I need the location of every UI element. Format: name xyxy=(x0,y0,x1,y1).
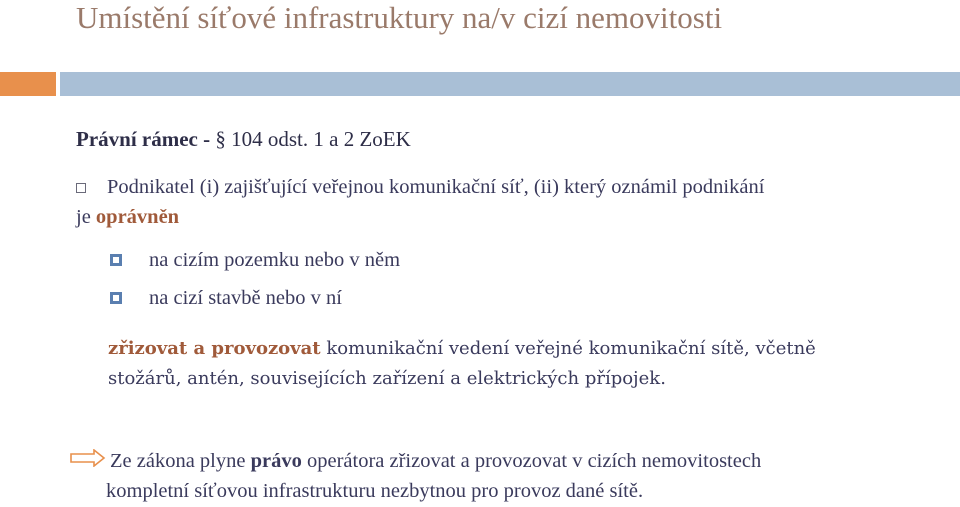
sub-bullet-icon xyxy=(110,254,122,266)
right-text: právo xyxy=(250,450,302,472)
paragraph-build-operate xyxy=(108,334,948,394)
paragraph-entrepreneur-line1: Podnikatel (i) zajišťující veřejnou komunikační síť, (ii) který oznámil podnikání xyxy=(107,176,765,198)
paragraph-entrepreneur-line2 xyxy=(76,202,179,232)
legal-reference: 104 odst. 1 a 2 ZoEK xyxy=(225,127,411,151)
arrow-right-icon xyxy=(70,449,106,467)
paragraph-conclusion-line2: kompletní síťovou infrastrukturu nezbytnou pro provoz dané sítě. xyxy=(106,480,644,502)
section-symbol: § xyxy=(215,127,226,151)
accent-bar-blue xyxy=(60,72,960,96)
sub-item-building: na cizí stavbě nebo v ní xyxy=(149,287,342,309)
authorized-text: oprávněn xyxy=(95,206,180,228)
paragraph-conclusion xyxy=(110,446,955,476)
sub-item-land: na cizím pozemku nebo v něm xyxy=(149,249,401,271)
legal-framework-label: Právní rámec - xyxy=(76,127,216,151)
conclusion-rest: operátora zřizovat a provozovat v cizích nemovitostech xyxy=(301,450,762,472)
accent-bar-orange xyxy=(0,72,56,96)
slide-title: Umístění síťové infrastruktury na/v cizí nemovitosti xyxy=(76,0,723,35)
build-operate-line2: stožárů, antén, souvisejících zařízení a elektrických přípojek. xyxy=(108,368,666,389)
sub-bullet-icon xyxy=(110,292,122,304)
conclusion-prefix: Ze zákona plyne xyxy=(110,450,251,472)
authorized-prefix: je xyxy=(76,206,96,228)
legal-framework-line xyxy=(76,127,411,152)
build-operate-bold: zřizovat a provozovat xyxy=(108,338,321,359)
build-operate-rest: komunikační vedení veřejné komunikační sítě, včetně xyxy=(320,338,816,359)
square-bullet-icon xyxy=(76,183,86,193)
paragraph-entrepreneur xyxy=(107,172,947,202)
